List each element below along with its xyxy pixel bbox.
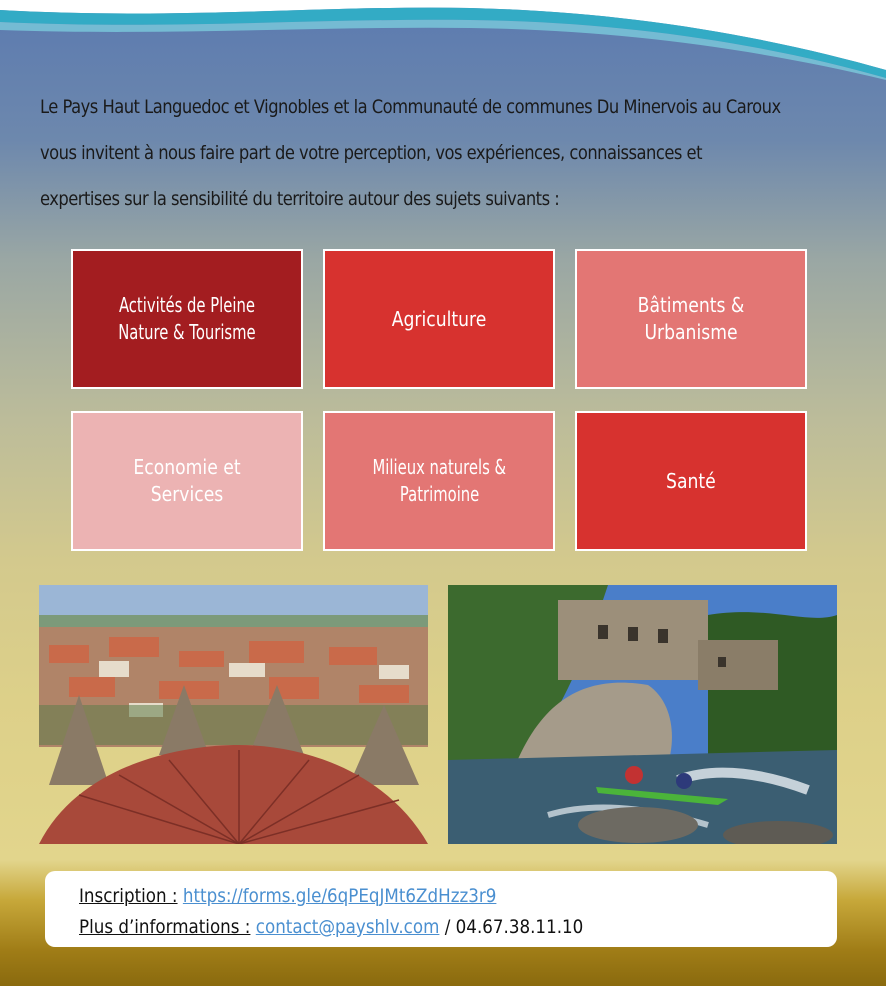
tile-label: Activités de Pleine xyxy=(119,293,255,317)
inscription-label: Inscription : xyxy=(79,885,178,907)
tile-batiments-urbanisme[interactable] xyxy=(575,249,807,389)
tile-label: Santé xyxy=(666,468,716,493)
intro-line-2: vous invitent à nous faire part de votre perception, vos expériences, connaissances et xyxy=(40,142,702,164)
contact-email-link[interactable]: contact@payshlv.com xyxy=(255,916,440,938)
top-wave-decoration xyxy=(0,0,886,80)
river-kayak-photo xyxy=(448,585,837,844)
tile-label: Economie et Services xyxy=(133,455,241,506)
tile-label: Patrimoine xyxy=(399,482,479,506)
tile-activites-pleine-nature[interactable] xyxy=(71,249,303,389)
contact-box xyxy=(45,871,837,947)
intro-paragraph xyxy=(40,84,857,222)
tile-agriculture[interactable] xyxy=(323,249,555,389)
topic-tiles-grid xyxy=(71,249,807,551)
tile-label: Bâtiments & Urbanisme xyxy=(637,293,745,344)
tile-economie-services[interactable] xyxy=(71,411,303,551)
info-line xyxy=(79,912,746,943)
tile-sante[interactable] xyxy=(575,411,807,551)
inscription-line xyxy=(79,881,746,912)
inscription-link[interactable]: https://forms.gle/6qPEqJMt6ZdHzz3r9 xyxy=(182,885,497,907)
tile-milieux-naturels[interactable] xyxy=(323,411,555,551)
info-label: Plus d’informations : xyxy=(79,916,251,938)
town-rooftops-photo xyxy=(39,585,428,844)
intro-line-1: Le Pays Haut Languedoc et Vignobles et la Communauté de communes Du Minervois au Caroux xyxy=(40,96,781,118)
tile-label: Nature & Tourisme xyxy=(118,320,256,344)
intro-line-3: expertises sur la sensibilité du territoire autour des sujets suivants : xyxy=(40,188,560,210)
contact-phone: / 04.67.38.11.10 xyxy=(439,916,584,938)
tile-label: Agriculture xyxy=(391,306,487,331)
tile-label: Milieux naturels & xyxy=(372,455,506,479)
